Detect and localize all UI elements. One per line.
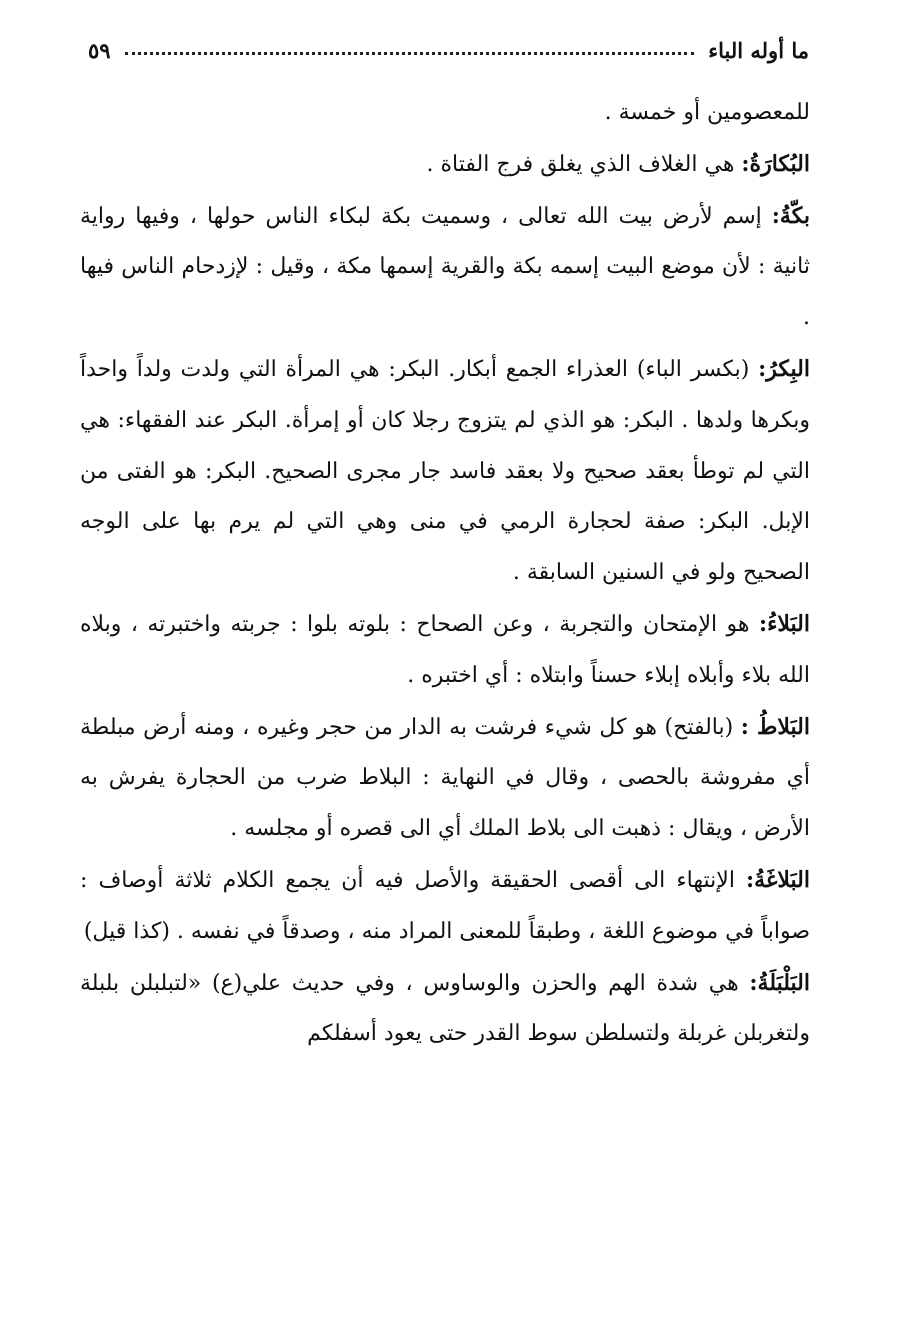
entry-text: إسم لأرض بيت الله تعالى ، وسميت بكة لبكاء الناس حولها ، وفيها رواية ثانية : لأن موضع البيت إسمه بكة والقرية إسمها مكة ، وقيل : لإزدحام الناس فيها . bbox=[80, 203, 810, 331]
entry-bakka bbox=[80, 191, 810, 344]
entry-bikr bbox=[80, 344, 810, 599]
entry-continuation bbox=[80, 88, 810, 139]
entry-bikara bbox=[80, 139, 810, 191]
entry-headword: البُكارَةُ: bbox=[741, 150, 810, 177]
page-header bbox=[88, 30, 809, 70]
entry-text: هي شدة الهم والحزن والوساوس ، وفي حديث علي(ع) «لتبلبلن بلبلة ولتغربلن غربلة ولتسلطن سوط القدر حتى يعود أسفلكم bbox=[80, 970, 810, 1047]
entry-headword: البَلْبَلَةُ: bbox=[749, 969, 810, 996]
entry-headword: البَلاغَةُ: bbox=[745, 866, 810, 893]
entry-balat bbox=[80, 702, 810, 855]
entry-text: هو الإمتحان والتجربة ، وعن الصحاح : بلوته بلوا : جربته واختبرته ، وبلاه الله بلاء وأبلاه إبلاء حسناً وابتلاه : أي اختبره . bbox=[80, 611, 810, 688]
entry-text: للمعصومين أو خمسة . bbox=[604, 100, 810, 125]
entry-text: (بالفتح) هو كل شيء فرشت به الدار من حجر وغيره ، ومنه أرض مبلطة أي مفروشة بالحصى ، وقال في النهاية : البلاط ضرب من الحجارة يفرش به الأرض ، ويقال : ذهبت الى بلاط الملك أي الى قصره أو مجلسه . bbox=[80, 714, 810, 842]
entry-text: هي الغلاف الذي يغلق فرج الفتاة . bbox=[426, 151, 742, 177]
running-title: ما أوله الباء bbox=[708, 37, 809, 63]
leader-dots bbox=[125, 52, 695, 55]
entry-text: (بكسر الباء) العذراء الجمع أبكار. البكر: هي المرأة التي ولدت ولداً واحداً وبكرها ولدها . البكر: هو الذي لم يتزوج رجلا كان أو إمرأة. البكر عند الفقهاء: هي التي لم توطأ بعقد صحيح ولا بعقد فاسد جار مجرى الصحيح. البكر: هو الفتى من الإبل. البكر: صفة لحجارة الرمي في منى وهي التي لم يرم بها على الوجه الصحيح ولو في السنين السابقة . bbox=[80, 356, 810, 586]
entry-balbala bbox=[80, 958, 810, 1061]
entry-headword: البَلاطُ : bbox=[740, 713, 810, 740]
page-number: ٥٩ bbox=[88, 37, 111, 63]
entry-text: الإنتهاء الى أقصى الحقيقة والأصل فيه أن يجمع الكلام ثلاثة أوصاف : صواباً في موضوع اللغة ، وطبقاً للمعنى المراد منه ، وصدقاً في نفسه . (كذا قيل) bbox=[80, 867, 810, 944]
entry-headword: البَلاءُ: bbox=[758, 610, 810, 637]
dictionary-body bbox=[80, 88, 810, 1060]
entry-headword: بكّةُ: bbox=[771, 202, 810, 229]
entry-balagha bbox=[80, 855, 810, 958]
entry-headword: البِكرُ: bbox=[758, 355, 810, 382]
entry-balaa bbox=[80, 599, 810, 702]
